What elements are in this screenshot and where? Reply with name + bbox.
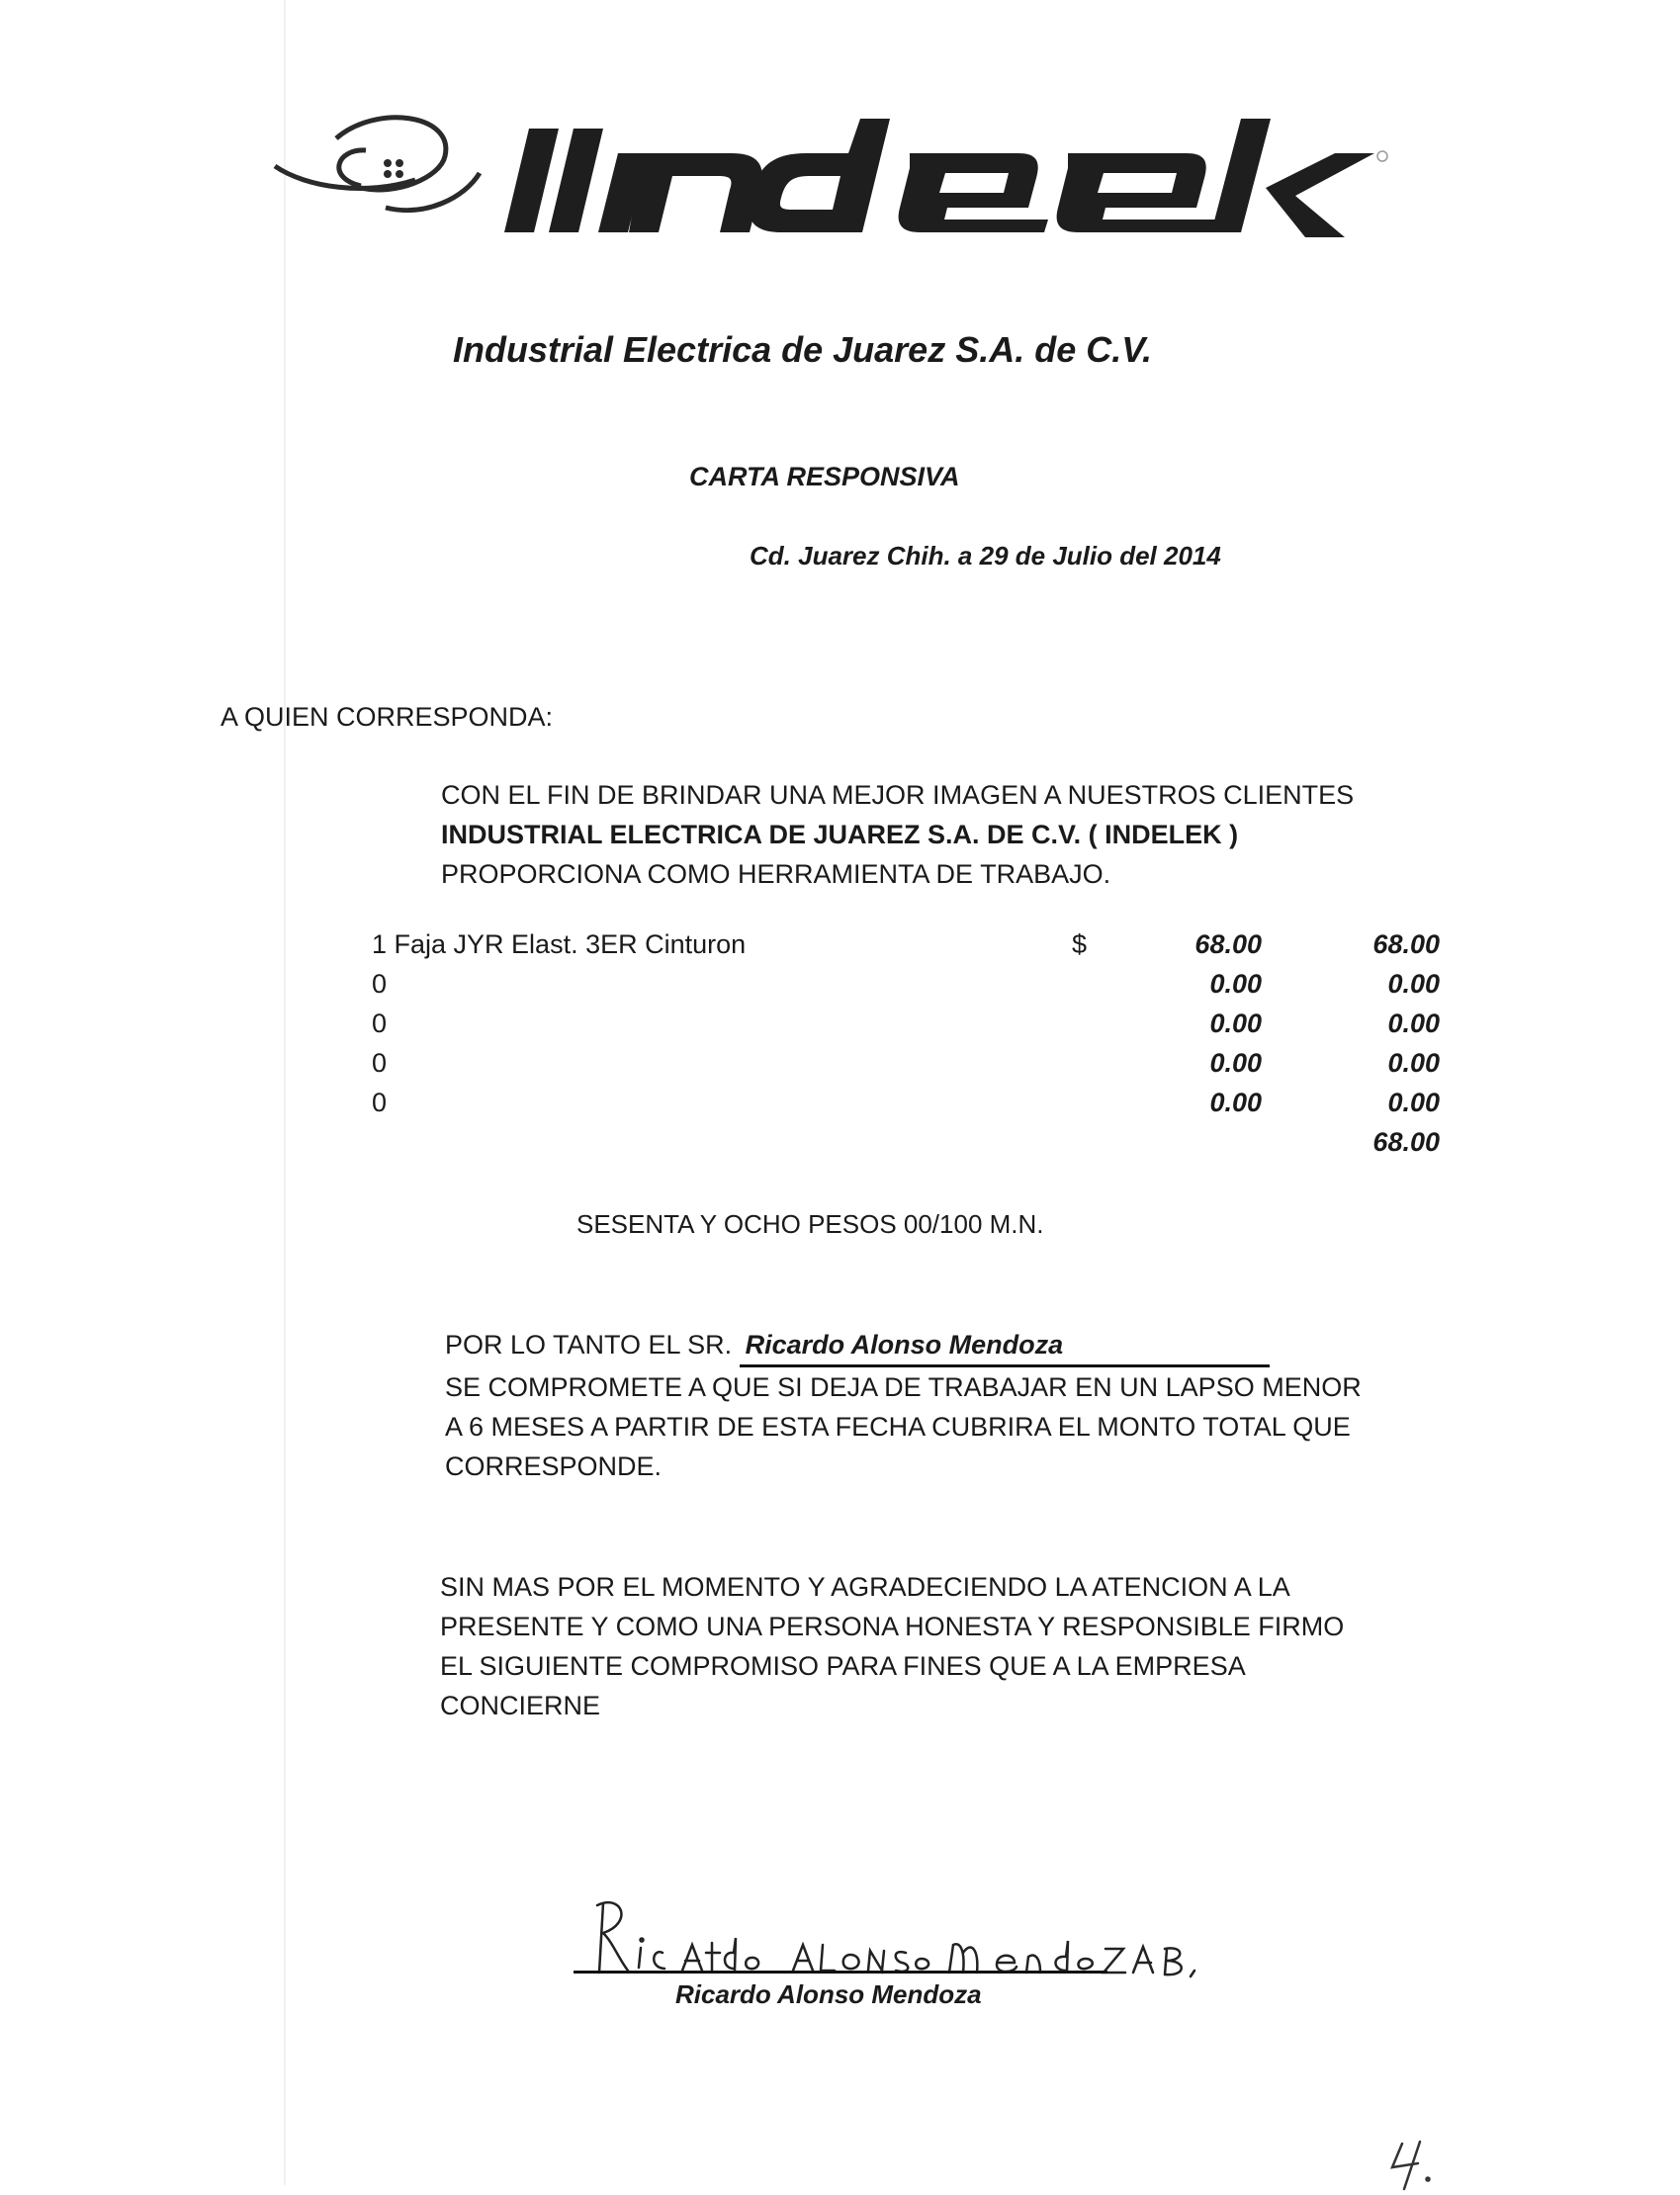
item-row bbox=[372, 1048, 1440, 1088]
signer-printed-name: Ricardo Alonso Mendoza bbox=[675, 1979, 982, 2009]
item-price: 0.00 bbox=[1209, 1048, 1262, 1078]
closing-line-4: CONCIERNE bbox=[440, 1691, 601, 1720]
intro-line-2: INDUSTRIAL ELECTRICA DE JUAREZ S.A. DE C.V. ( INDELEK ) bbox=[441, 820, 1239, 849]
handwritten-page-mark bbox=[1384, 2136, 1444, 2195]
commitment-line-4: CORRESPONDE. bbox=[445, 1451, 663, 1481]
intro-paragraph bbox=[441, 775, 1354, 894]
item-amount: 0.00 bbox=[1387, 1088, 1440, 1117]
item-row bbox=[372, 1009, 1440, 1048]
item-amount: 0.00 bbox=[1387, 1048, 1440, 1078]
total-row bbox=[372, 1127, 1440, 1167]
item-row bbox=[372, 1088, 1440, 1127]
commitment-paragraph bbox=[445, 1325, 1362, 1486]
commitment-line-2: SE COMPROMETE A QUE SI DEJA DE TRABAJAR EN UN LAPSO MENOR bbox=[445, 1372, 1362, 1402]
items-table bbox=[372, 929, 1440, 1167]
item-price: 68.00 bbox=[1194, 929, 1262, 959]
intro-line-1: CON EL FIN DE BRINDAR UNA MEJOR IMAGEN A NUESTROS CLIENTES bbox=[441, 780, 1355, 810]
salutation: A QUIEN CORRESPONDA: bbox=[221, 702, 554, 732]
item-amount: 68.00 bbox=[1372, 929, 1440, 959]
item-currency: $ bbox=[1072, 929, 1088, 959]
closing-line-3: EL SIGUIENTE COMPROMISO PARA FINES QUE A LA EMPRESA bbox=[440, 1651, 1246, 1681]
closing-line-2: PRESENTE Y COMO UNA PERSONA HONESTA Y RESPONSIBLE FIRMO bbox=[440, 1612, 1345, 1641]
item-description: 1 Faja JYR Elast. 3ER Cinturon bbox=[372, 929, 747, 959]
closing-paragraph bbox=[440, 1567, 1344, 1725]
amount-in-words: SESENTA Y OCHO PESOS 00/100 M.N. bbox=[576, 1209, 1044, 1239]
item-description: 0 bbox=[372, 1048, 388, 1078]
handwritten-signature bbox=[574, 1884, 1206, 1992]
closing-line-1: SIN MAS POR EL MOMENTO Y AGRADECIENDO LA ATENCION A LA bbox=[440, 1572, 1290, 1602]
employee-name: Ricardo Alonso Mendoza bbox=[740, 1325, 1270, 1367]
commitment-line-3: A 6 MESES A PARTIR DE ESTA FECHA CUBRIRA EL MONTO TOTAL QUE bbox=[445, 1412, 1351, 1442]
date-line: Cd. Juarez Chih. a 29 de Julio del 2014 bbox=[750, 541, 1221, 571]
indelek-logo bbox=[267, 109, 1394, 257]
intro-line-3: PROPORCIONA COMO HERRAMIENTA DE TRABAJO. bbox=[441, 859, 1111, 889]
item-row bbox=[372, 969, 1440, 1009]
commitment-line-1 bbox=[445, 1325, 1362, 1367]
company-name: Industrial Electrica de Juarez S.A. de C.V. bbox=[453, 329, 1152, 370]
item-price: 0.00 bbox=[1209, 1088, 1262, 1117]
item-price: 0.00 bbox=[1209, 1009, 1262, 1038]
item-price: 0.00 bbox=[1209, 969, 1262, 999]
scan-edge-artifact bbox=[284, 0, 286, 2185]
item-amount: 0.00 bbox=[1387, 1009, 1440, 1038]
commitment-prefix: POR LO TANTO EL SR. bbox=[445, 1330, 733, 1360]
item-row bbox=[372, 929, 1440, 969]
document-title: CARTA RESPONSIVA bbox=[689, 462, 960, 491]
signature-line bbox=[574, 1971, 1107, 1974]
total-amount: 68.00 bbox=[1372, 1127, 1440, 1157]
item-description: 0 bbox=[372, 1009, 388, 1038]
item-amount: 0.00 bbox=[1387, 969, 1440, 999]
item-description: 0 bbox=[372, 1088, 388, 1117]
item-description: 0 bbox=[372, 969, 388, 999]
